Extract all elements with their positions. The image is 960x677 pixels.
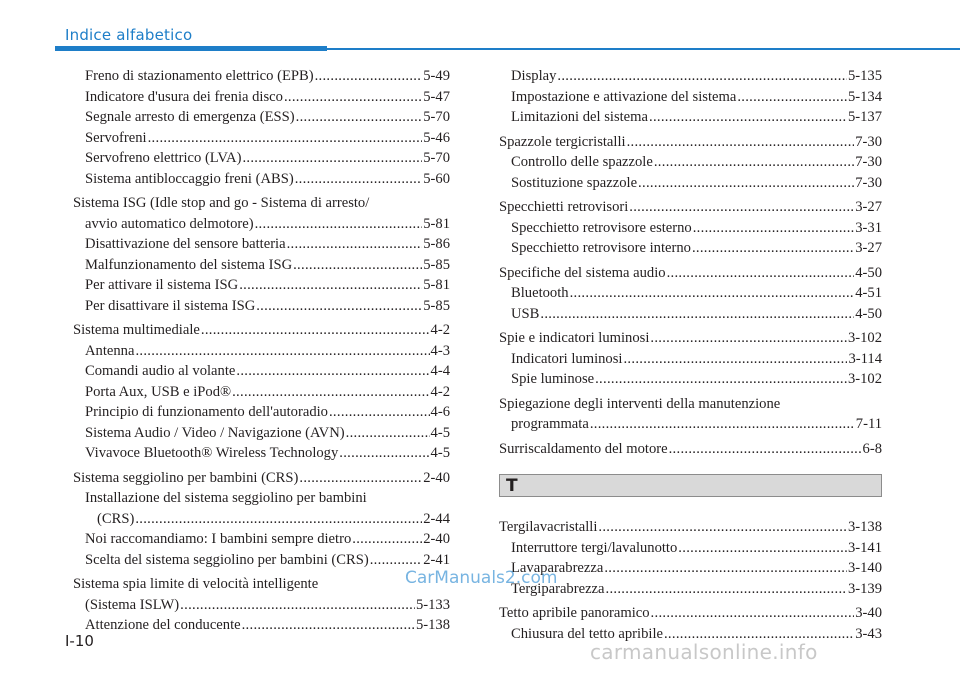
index-entry[interactable]: Specchietti retrovisori ..... 3-27 xyxy=(499,197,882,218)
index-entry[interactable]: (CRS) ..... 2-44 xyxy=(73,509,450,530)
index-entry[interactable]: Chiusura del tetto apribile ..... 3-43 xyxy=(499,624,882,645)
index-entry[interactable]: Malfunzionamento del sistema ISG ..... 5-85 xyxy=(73,255,450,276)
index-entry[interactable]: Servofreno elettrico (LVA) ..... 5-70 xyxy=(73,148,450,169)
index-entry[interactable]: Interruttore tergi/lavalunotto ..... 3-141 xyxy=(499,538,882,559)
index-entry[interactable]: Per attivare il sistema ISG ..... 5-81 xyxy=(73,275,450,296)
index-entry[interactable]: avvio automatico delmotore) ..... 5-81 xyxy=(73,214,450,235)
index-entry[interactable]: Specifiche del sistema audio ..... 4-50 xyxy=(499,263,882,284)
index-entry[interactable]: Specchietto retrovisore esterno ..... 3-31 xyxy=(499,218,882,239)
index-entry[interactable]: Antenna ..... 4-3 xyxy=(73,341,450,362)
index-entry[interactable]: Scelta del sistema seggiolino per bambini (CRS) ..... 2-41 xyxy=(73,550,450,571)
index-entry[interactable]: Vivavoce Bluetooth® Wireless Technology ..... 4-5 xyxy=(73,443,450,464)
page-number: I-10 xyxy=(65,632,94,650)
index-entry[interactable]: Spie e indicatori luminosi ..... 3-102 xyxy=(499,328,882,349)
index-entry[interactable]: Bluetooth ..... 4-51 xyxy=(499,283,882,304)
index-entry[interactable]: Lavaparabrezza ..... 3-140 xyxy=(499,558,882,579)
index-entry[interactable]: Surriscaldamento del motore ..... 6-8 xyxy=(499,439,882,460)
index-entry[interactable]: Disattivazione del sensore batteria ..... 5-86 xyxy=(73,234,450,255)
index-entry[interactable]: Impostazione e attivazione del sistema ..... 5-134 xyxy=(499,87,882,108)
index-entry[interactable]: Per disattivare il sistema ISG ..... 5-85 xyxy=(73,296,450,317)
index-entry[interactable]: Servofreni ..... 5-46 xyxy=(73,128,450,149)
index-column-right xyxy=(499,66,882,644)
index-column-left xyxy=(73,66,450,636)
index-heading: Spiegazione degli interventi della manutenzione xyxy=(499,395,781,412)
index-entry[interactable]: Sistema Audio / Video / Navigazione (AVN) ..... 4-5 xyxy=(73,423,450,444)
index-entry[interactable]: Sistema multimediale ..... 4-2 xyxy=(73,320,450,341)
index-entry[interactable]: Noi raccomandiamo: I bambini sempre dietro ..... 2-40 xyxy=(73,529,450,550)
watermark-carmanuals2: CarManuals2.com xyxy=(405,568,558,588)
index-entry[interactable]: Indicatore d'usura dei frenia disco ..... 5-47 xyxy=(73,87,450,108)
header-rule-thin xyxy=(327,48,960,50)
index-entry[interactable]: Porta Aux, USB e iPod® ..... 4-2 xyxy=(73,382,450,403)
index-entry[interactable]: Sistema antibloccaggio freni (ABS) ..... 5-60 xyxy=(73,169,450,190)
index-entry[interactable]: (Sistema ISLW) ..... 5-133 xyxy=(73,595,450,616)
index-entry[interactable]: Spie luminose ..... 3-102 xyxy=(499,369,882,390)
section-letter-t: T xyxy=(499,474,882,497)
index-entry[interactable]: Sostituzione spazzole ..... 7-30 xyxy=(499,173,882,194)
section-letter-band xyxy=(499,459,882,513)
index-entry[interactable]: USB ..... 4-50 xyxy=(499,304,882,325)
section-title: Indice alfabetico xyxy=(65,26,193,44)
index-entry[interactable]: Tergiparabrezza ..... 3-139 xyxy=(499,579,882,600)
header-rule-thick xyxy=(55,46,327,51)
index-entry[interactable]: Spazzole tergicristalli ..... 7-30 xyxy=(499,132,882,153)
index-entry[interactable]: Comandi audio al volante ..... 4-4 xyxy=(73,361,450,382)
index-entry[interactable]: Specchietto retrovisore interno ..... 3-27 xyxy=(499,238,882,259)
index-heading: Sistema spia limite di velocità intelligente xyxy=(73,576,319,592)
index-entry[interactable]: Attenzione del conducente ..... 5-138 xyxy=(73,615,450,636)
index-entry[interactable]: Principio di funzionamento dell'autoradio ..... 4-6 xyxy=(73,402,450,423)
index-entry[interactable]: Segnale arresto di emergenza (ESS) ..... 5-70 xyxy=(73,107,450,128)
index-heading: Installazione del sistema seggiolino per bambini xyxy=(85,490,367,506)
index-entry[interactable]: Display ..... 5-135 xyxy=(499,66,882,87)
index-entry[interactable]: Tetto apribile panoramico ..... 3-40 xyxy=(499,603,882,624)
index-entry[interactable]: Tergilavacristalli ..... 3-138 xyxy=(499,517,882,538)
index-heading: Sistema ISG (Idle stop and go - Sistema di arresto/ xyxy=(73,195,370,211)
index-entry[interactable]: Controllo delle spazzole ..... 7-30 xyxy=(499,152,882,173)
index-entry[interactable]: Freno di stazionamento elettrico (EPB) ..... 5-49 xyxy=(73,66,450,87)
index-entry[interactable]: Indicatori luminosi ..... 3-114 xyxy=(499,349,882,370)
watermark-carmanualsonline: carmanualsonline.info xyxy=(590,640,818,664)
index-entry[interactable]: programmata ..... 7-11 xyxy=(499,414,882,435)
index-entry[interactable]: Sistema seggiolino per bambini (CRS) ..... 2-40 xyxy=(73,468,450,489)
index-entry[interactable]: Limitazioni del sistema ..... 5-137 xyxy=(499,107,882,128)
